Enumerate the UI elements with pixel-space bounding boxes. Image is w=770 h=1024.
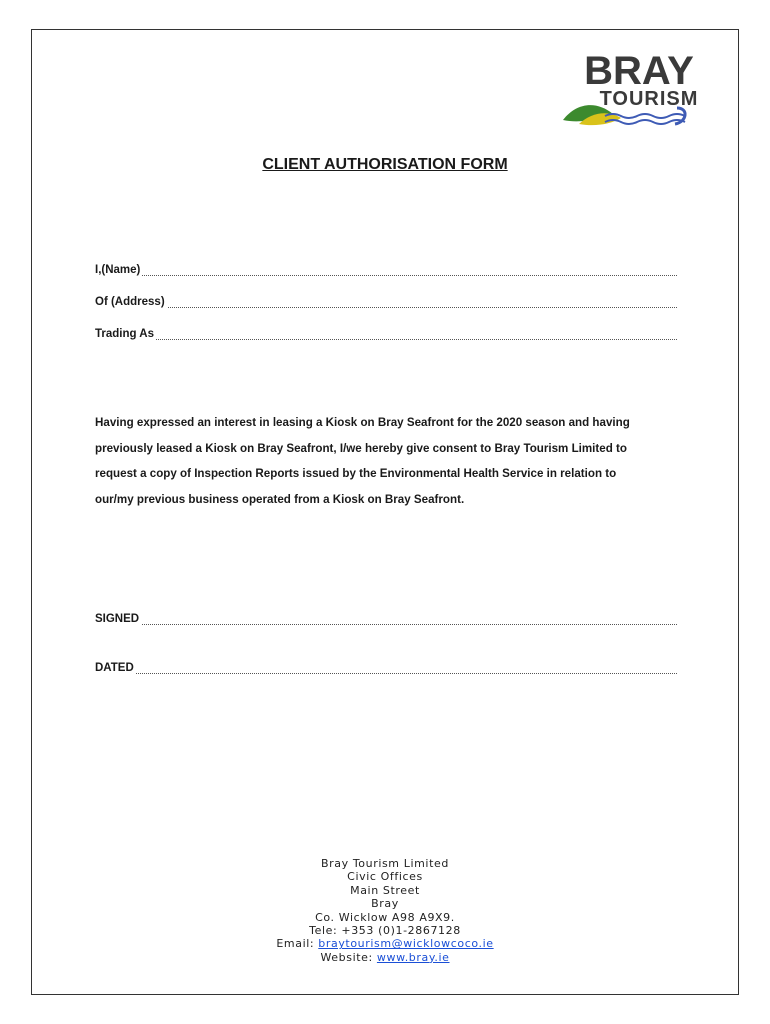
footer-address-block (0, 857, 770, 964)
trading-as-dotted-line (95, 339, 677, 340)
footer-county: Co. Wicklow A98 A9X9. (315, 910, 455, 924)
trading-as-field[interactable] (95, 326, 677, 342)
name-field[interactable] (95, 262, 677, 278)
trading-as-label: Trading As (95, 328, 154, 340)
consent-line: our/my previous business operated from a Kiosk on Bray Seafront. (95, 492, 465, 506)
dated-dotted-line (95, 673, 677, 674)
address-dotted-line (95, 307, 677, 308)
footer-phone: Tele: +353 (0)1-2867128 (309, 924, 461, 938)
bray-tourism-logo (561, 48, 721, 130)
consent-paragraph (95, 410, 685, 512)
signed-field[interactable] (95, 611, 677, 627)
address-label: Of (Address) (95, 296, 165, 308)
footer-website-link[interactable]: www.bray.ie (376, 950, 450, 964)
footer-company: Bray Tourism Limited (321, 857, 449, 870)
logo-wave-2 (605, 120, 685, 124)
footer-town: Bray (371, 897, 399, 911)
consent-line: request a copy of Inspection Reports issued by the Environmental Health Service in relation to (95, 467, 617, 480)
footer-email-line (0, 937, 770, 950)
consent-line: previously leased a Kiosk on Bray Seafront, I/we hereby give consent to Bray Tourism Limited to (95, 441, 627, 455)
signed-dotted-line (95, 624, 677, 625)
logo-word-bottom: TOURISM (599, 88, 699, 110)
logo-graphic (561, 48, 721, 130)
address-field[interactable] (95, 294, 677, 310)
consent-line: Having expressed an interest in leasing a Kiosk on Bray Seafront for the 2020 season and having (95, 416, 630, 429)
dated-label: DATED (95, 662, 134, 674)
dated-field[interactable] (95, 660, 677, 676)
footer-street: Main Street (350, 883, 420, 897)
signed-label: SIGNED (95, 613, 140, 625)
footer-website-line (0, 951, 770, 964)
name-dotted-line (95, 275, 677, 276)
footer-building: Civic Offices (347, 870, 423, 884)
logo-word-top: BRAY (584, 49, 694, 93)
footer-website-prefix: Website: (320, 950, 377, 964)
name-label: I,(Name) (95, 264, 141, 276)
footer-email-prefix: Email: (276, 937, 319, 951)
footer-email-link[interactable]: braytourism@wicklowcoco.ie (318, 937, 494, 951)
form-title: CLIENT AUTHORISATION FORM (262, 156, 508, 173)
